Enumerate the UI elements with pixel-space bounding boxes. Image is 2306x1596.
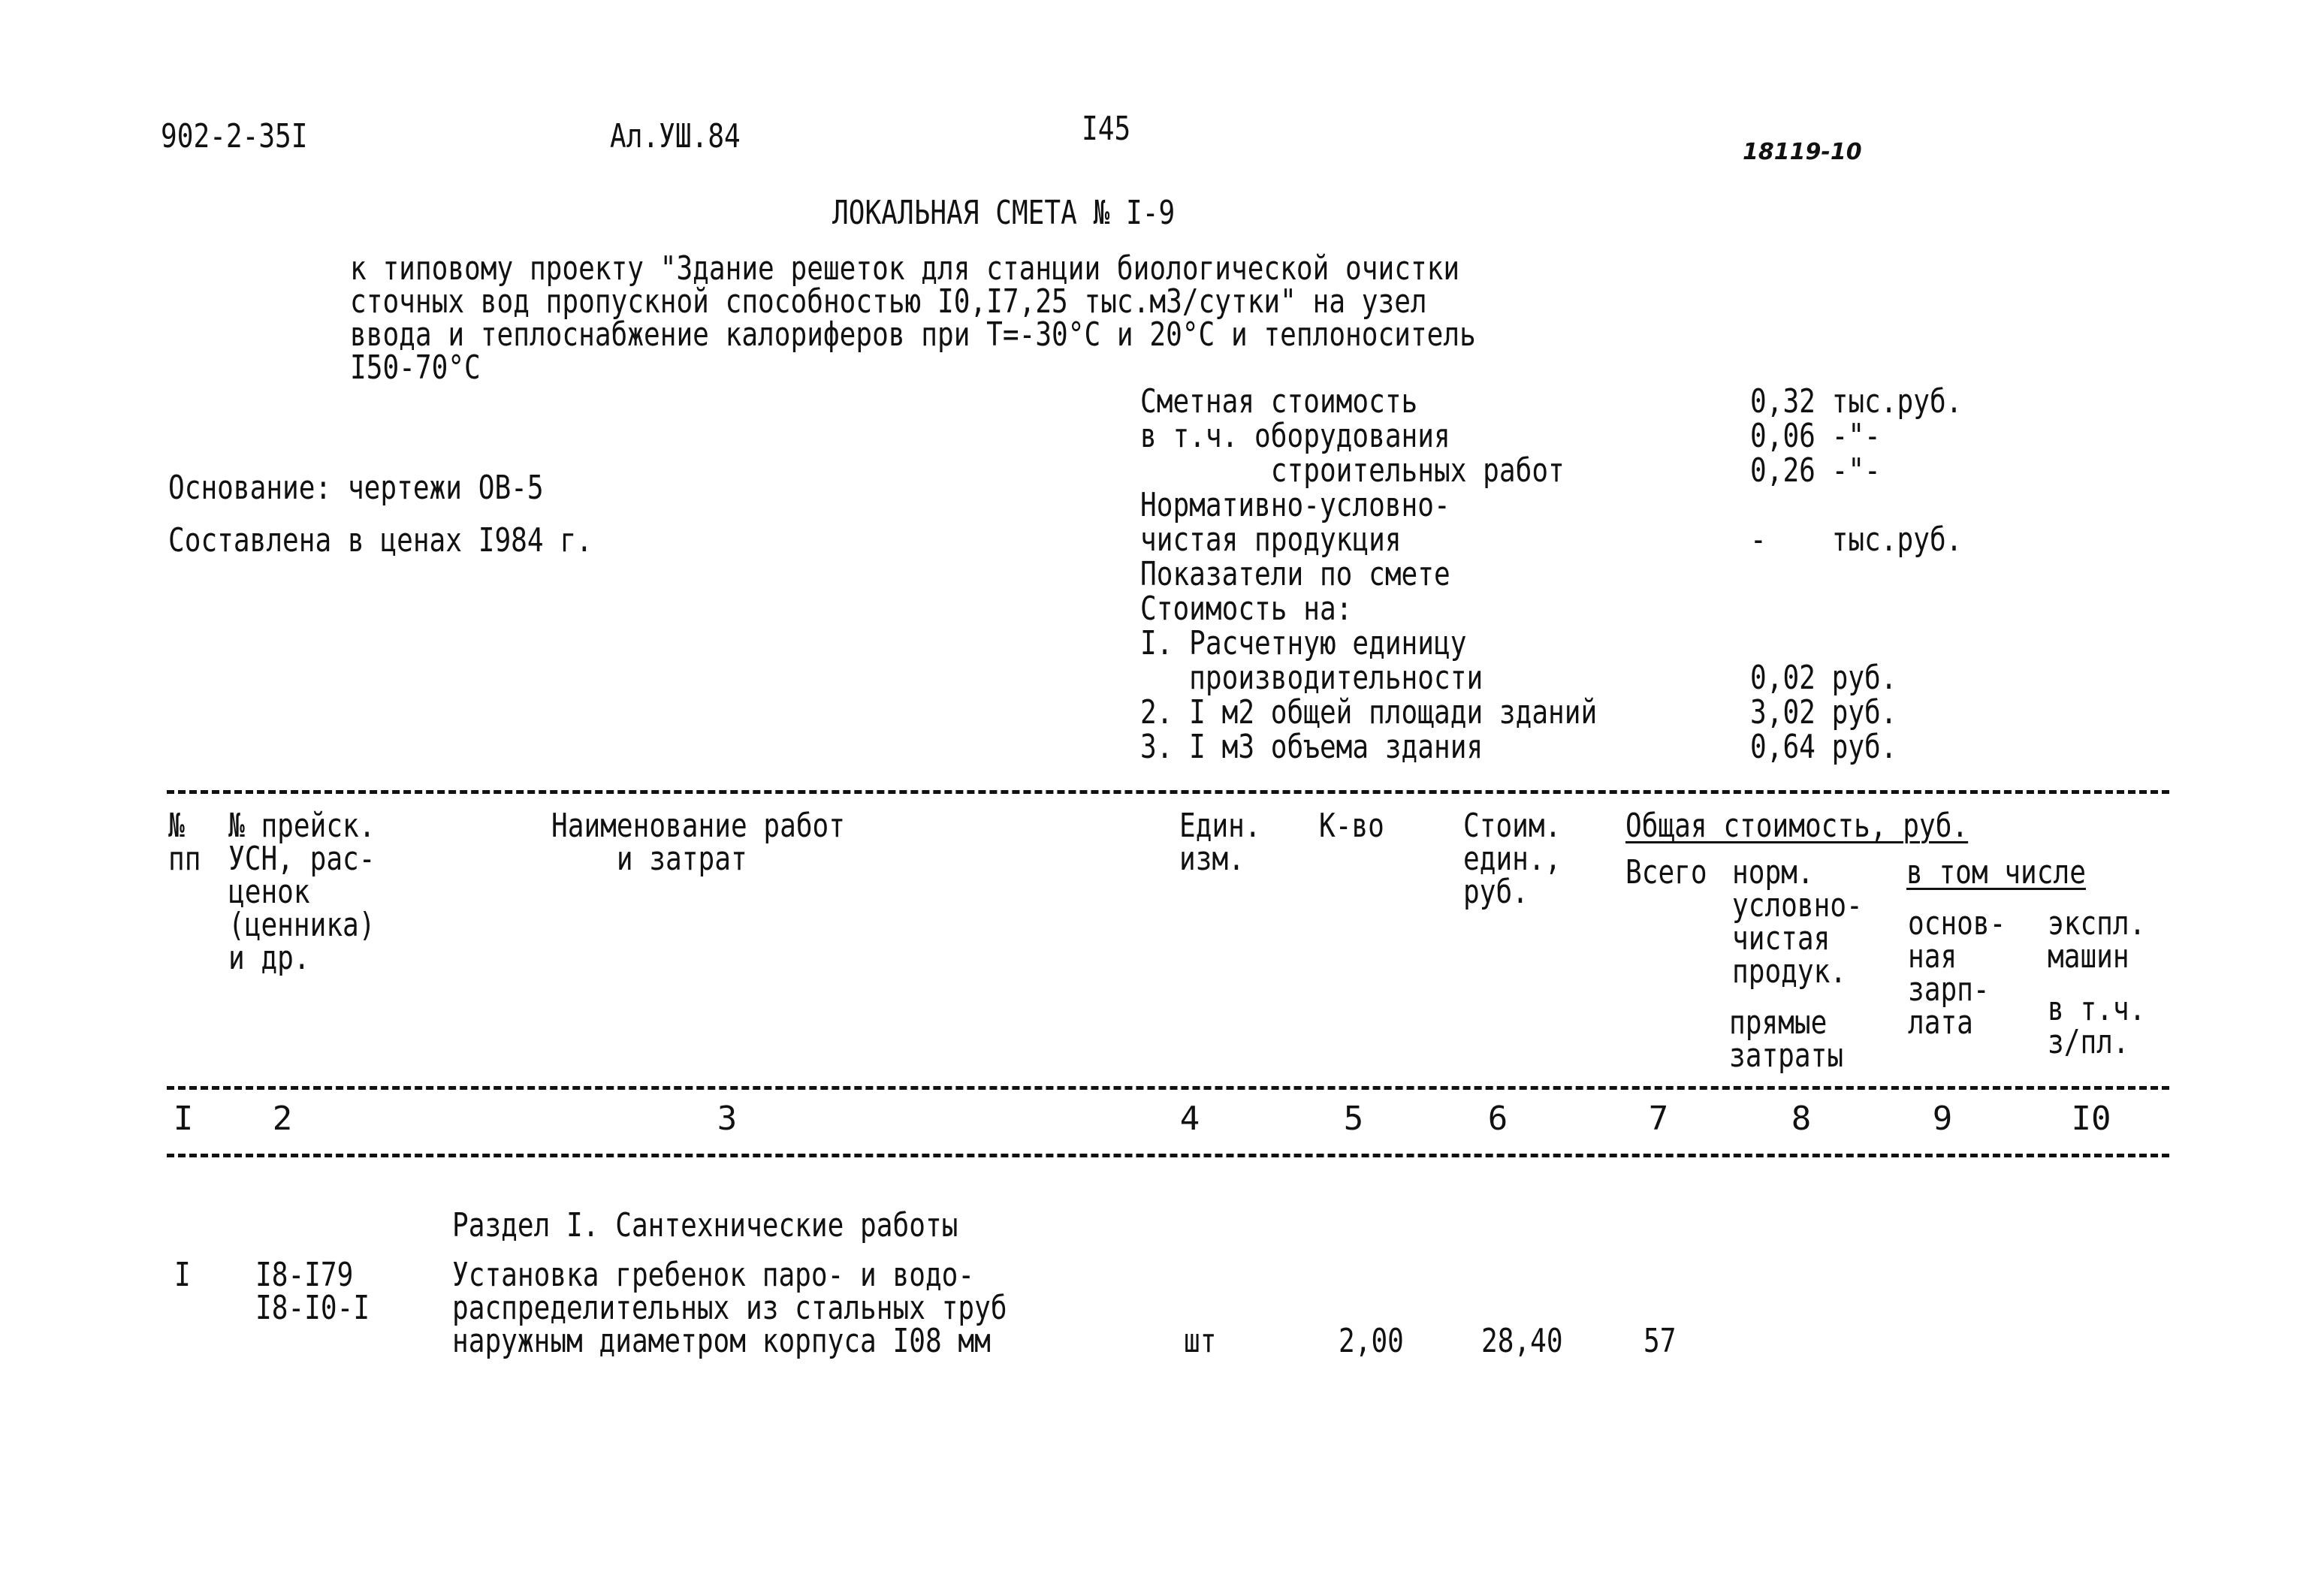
- handwritten-reference: 18119-10: [1743, 139, 1862, 165]
- summary-label: I. Расчетную единицу: [1140, 624, 1467, 662]
- summary-label: 3. I м3 объема здания: [1140, 728, 1484, 766]
- album-code: Ал.УШ.84: [610, 117, 741, 155]
- row-name: Установка гребенок паро- и водо- распределительных из стальных труб наружным диаметром корпуса I08 мм: [452, 1256, 1007, 1360]
- document-title: ЛОКАЛЬНАЯ СМЕТА № I-9: [832, 194, 1176, 232]
- description-line: сточных вод пропускной способностью I0,I7,25 тыс.м3/сутки" на узел: [350, 282, 1427, 321]
- column-number: 2: [272, 1100, 293, 1138]
- header-col-10-top: экспл. машин: [2048, 904, 2146, 976]
- header-col-1: № пп: [168, 807, 201, 878]
- header-col-10-bottom: в т.ч. з/пл.: [2048, 990, 2146, 1061]
- table-header-divider: [167, 1086, 2169, 1090]
- summary-label: в т.ч. оборудования: [1140, 417, 1450, 455]
- column-number: I: [173, 1100, 194, 1138]
- column-number: 6: [1487, 1100, 1508, 1138]
- compiled-line: Составлена в ценах I984 г.: [168, 521, 593, 560]
- summary-value: 0,64 руб.: [1750, 728, 1897, 766]
- column-number: 7: [1648, 1100, 1669, 1138]
- basis-line: Основание: чертежи ОВ-5: [168, 469, 544, 507]
- summary-value: 0,06 -"-: [1750, 417, 1881, 455]
- header-col-2: № прейск. УСН, рас- ценок (ценника) и др.: [228, 807, 376, 977]
- row-total: 57: [1643, 1322, 1677, 1360]
- summary-label: строительных работ: [1140, 451, 1565, 490]
- row-codes: I8-I79 I8-I0-I: [255, 1256, 370, 1327]
- header-col-5: К-во: [1319, 807, 1384, 845]
- summary-label: 2. I м2 общей площади зданий: [1140, 693, 1598, 732]
- summary-label: чистая продукция: [1140, 520, 1402, 559]
- summary-label: Сметная стоимость: [1140, 382, 1418, 421]
- column-number: 5: [1343, 1100, 1364, 1138]
- summary-value: - тыс.руб.: [1750, 520, 1963, 559]
- column-number: 8: [1791, 1100, 1812, 1138]
- description-line: I50-70°С: [350, 348, 481, 387]
- description-line: ввода и теплоснабжение калориферов при Т=-30°С и 20°С и теплоноситель: [350, 315, 1476, 354]
- header-col-4: Един. изм.: [1179, 807, 1261, 878]
- row-number: I: [174, 1256, 191, 1294]
- column-number: 9: [1932, 1100, 1953, 1138]
- section-title: Раздел I. Сантехнические работы: [452, 1206, 958, 1245]
- summary-label: Показатели по смете: [1140, 555, 1450, 593]
- header-total-cost: Общая стоимость, руб.: [1625, 807, 1969, 845]
- summary-label: Нормативно-условно-: [1140, 486, 1450, 524]
- table-numbers-divider: [167, 1154, 2169, 1157]
- header-col-8-bottom: прямые затраты: [1729, 1003, 1844, 1075]
- summary-label: Стоимость на:: [1140, 590, 1353, 628]
- summary-value: 0,02 руб.: [1750, 659, 1897, 697]
- table-top-divider: [167, 790, 2169, 794]
- column-number: 3: [717, 1100, 738, 1138]
- summary-value: 3,02 руб.: [1750, 693, 1897, 732]
- page-number: I45: [1082, 110, 1131, 148]
- header-col-8-top: норм. условно- чистая продук.: [1732, 853, 1863, 991]
- doc-code: 902-2-35I: [161, 117, 308, 155]
- summary-label: производительности: [1140, 659, 1484, 697]
- description-line: к типовому проекту "Здание решеток для станции биологической очистки: [350, 249, 1460, 288]
- column-number: 4: [1179, 1100, 1200, 1138]
- header-col-6: Стоим. един., руб.: [1463, 807, 1562, 911]
- row-unit: шт: [1184, 1322, 1217, 1360]
- header-col-7: Всего: [1625, 853, 1707, 892]
- summary-value: 0,26 -"-: [1750, 451, 1881, 490]
- header-col-3: Наименование работ и затрат: [551, 807, 845, 878]
- row-quantity: 2,00: [1339, 1322, 1404, 1360]
- column-number: I0: [2071, 1100, 2111, 1138]
- header-including: в том числе: [1906, 853, 2086, 892]
- header-col-9: основ- ная зарп- лата: [1908, 904, 2006, 1042]
- row-unit-price: 28,40: [1481, 1322, 1563, 1360]
- summary-value: 0,32 тыс.руб.: [1750, 382, 1963, 421]
